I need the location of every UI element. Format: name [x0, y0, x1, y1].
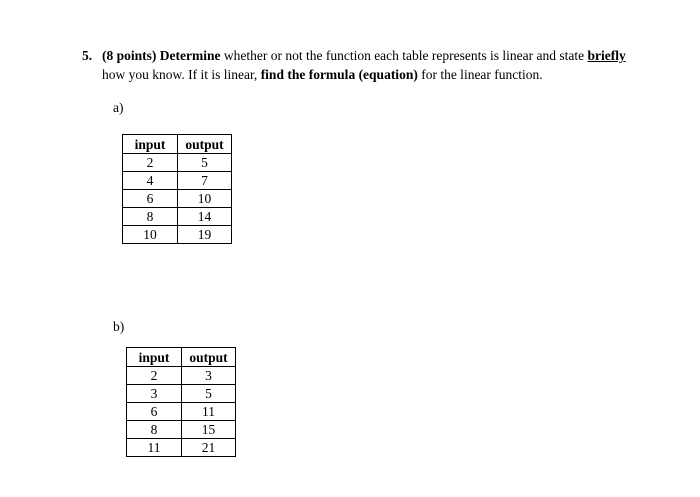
- table-row: [123, 226, 232, 244]
- table-a-cell-output: 10: [178, 190, 232, 208]
- table-row: [127, 385, 236, 403]
- find-formula-keyword: find the formula (equation): [260, 67, 418, 82]
- table-b-cell-output: 5: [182, 385, 236, 403]
- question-5: [82, 46, 642, 84]
- table-b-cell-output: 3: [182, 367, 236, 385]
- table-row: [127, 421, 236, 439]
- table-b: [126, 347, 236, 457]
- briefly-keyword: briefly: [587, 48, 626, 63]
- table-a-cell-output: 7: [178, 172, 232, 190]
- table-row: [127, 367, 236, 385]
- part-b-label: b): [113, 319, 125, 334]
- table-a-cell-input: 8: [123, 208, 178, 226]
- question-number: 5.: [82, 48, 93, 63]
- table-a-cell-output: 14: [178, 208, 232, 226]
- table-b-cell-input: 8: [127, 421, 182, 439]
- table-a-cell-input: 6: [123, 190, 178, 208]
- part-a-label: a): [113, 100, 124, 115]
- prompt-text-2: how you know. If it is linear,: [102, 67, 261, 82]
- table-b-cell-input: 3: [127, 385, 182, 403]
- table-b-cell-input: 11: [127, 439, 182, 457]
- table-b-header-output: output: [182, 348, 236, 367]
- points-label: (8 points): [102, 48, 157, 63]
- prompt-text-1: whether or not the function each table represents is linear and state: [220, 48, 588, 63]
- question-prompt: [102, 46, 642, 84]
- table-row: [127, 439, 236, 457]
- table-b-cell-output: 15: [182, 421, 236, 439]
- table-a-header-output: output: [178, 135, 232, 154]
- table-row: [123, 154, 232, 172]
- table-a-header-row: [123, 135, 232, 154]
- prompt-text-3: for the linear function.: [417, 67, 543, 82]
- table-b-cell-input: 6: [127, 403, 182, 421]
- table-a-header-input: input: [123, 135, 178, 154]
- table-a-cell-input: 2: [123, 154, 178, 172]
- table-b-header-row: [127, 348, 236, 367]
- table-a-cell-input: 10: [123, 226, 178, 244]
- determine-keyword: Determine: [159, 48, 221, 63]
- table-b-cell-output: 11: [182, 403, 236, 421]
- table-b-cell-input: 2: [127, 367, 182, 385]
- table-row: [123, 190, 232, 208]
- table-a-cell-output: 5: [178, 154, 232, 172]
- table-row: [123, 172, 232, 190]
- table-a-cell-output: 19: [178, 226, 232, 244]
- table-b-cell-output: 21: [182, 439, 236, 457]
- table-a: [122, 134, 232, 244]
- table-b-header-input: input: [127, 348, 182, 367]
- table-row: [123, 208, 232, 226]
- table-a-cell-input: 4: [123, 172, 178, 190]
- table-row: [127, 403, 236, 421]
